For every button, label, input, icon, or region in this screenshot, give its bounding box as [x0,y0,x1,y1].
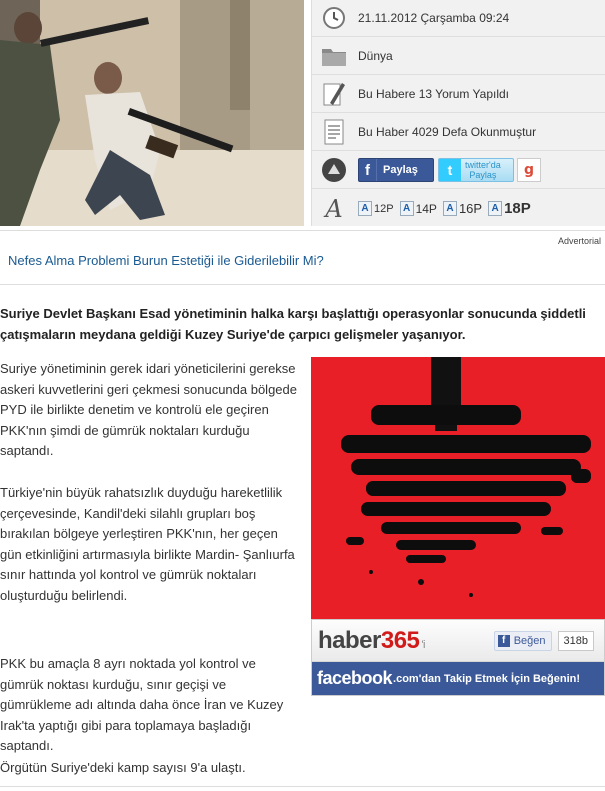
facebook-follow-bar[interactable] [312,662,604,695]
news-category[interactable]: Dünya [358,49,393,63]
advertorial-link[interactable]: Nefes Alma Problemi Burun Estetiği ile Giderilebilir Mi? [8,253,324,268]
news-photo [0,0,304,226]
comments-row [312,76,605,113]
font-size-row [312,190,605,227]
share-row [312,152,605,189]
font-size-12[interactable]: A 12P [358,201,394,216]
reads-row [312,114,605,151]
font-size-14[interactable]: A 14P [400,201,437,216]
document-icon [320,118,348,146]
article-paragraph-1: Suriye yönetiminin gerek idari yöneticilerini gerekse askeri kuvvetlerini geri çekmesi sonucunda bölgede PYD ile birlikte denetim ve kontrolü ele geçiren PKK'nın şimdi de gümrük noktaları kurduğu saptandı. [0,361,297,458]
category-row [312,38,605,75]
article-paragraph-4: Örgütün Suriye'deki kamp sayısı 9'a ulaştı. [0,760,246,775]
divider [0,230,605,231]
facebook-icon: f [359,159,377,181]
news-date: 21.11.2012 Çarşamba 09:24 [358,11,510,25]
twitter-share-button[interactable]: t twitter'da Paylaş [438,158,514,182]
read-count: Bu Haber 4029 Defa Okunmuştur [358,125,537,139]
clock-icon [320,4,348,32]
article-lead: Suriye Devlet Başkanı Esad yönetiminin halka karşı başlattığı operasyonlar sonucunda şiddetli çatışmaların meydana geldiği Kuzey Suriye'de çarpıcı gelişmeler yaşanıyor. [0,306,586,342]
ad-banner[interactable] [311,357,605,619]
divider [0,284,605,285]
font-size-18[interactable]: A 18P [488,200,531,217]
like-button[interactable]: f Beğen [494,631,552,651]
google-share-button[interactable]: g [517,158,541,182]
twitter-icon: t [439,159,461,181]
article-paragraph-2: Türkiye'nin büyük rahatsızlık duyduğu hareketlilik çerçevesinde, Kandil'deki silahlı grupları boş bırakılan bölgeye yerleştiren PKK'nın, her geçen gün etkinliğini artırmasıyla birlikte Mardin- Şanlıurfa sınır hattında yol kontrol ve gümrük noktaları oluşturduğu belirlendi. [0,485,295,603]
facebook-follow-text: .com'dan Takip Etmek İçin Beğenin! [393,672,581,685]
facebook-icon: f [498,635,510,647]
divider [0,786,605,787]
font-size-16[interactable]: A 16P [443,201,482,216]
date-row [312,0,605,37]
font-icon: A [325,194,343,223]
article-paragraph-3: PKK bu amaçla 8 ayrı noktada yol kontrol ve gümrük noktası kurduğu, sınır geçişi ve gümrükleme adı altında daha önce İran ve Kuzey Irak'ta yaptığı gibi para toplamaya başladığı saptandı. [0,656,284,753]
haber365-logo[interactable]: haber365 'i [318,626,425,654]
like-count: 318b [558,631,594,651]
pencil-icon [320,80,348,108]
fb-like-header [312,620,604,662]
share-icon [320,156,348,184]
news-info-panel [311,0,605,226]
facebook-share-button[interactable]: f Paylaş [358,158,434,182]
folder-icon [320,42,348,70]
comment-count[interactable]: Bu Habere 13 Yorum Yapıldı [358,87,509,101]
facebook-like-box [311,619,605,696]
advertorial-label: Advertorial [557,236,601,246]
facebook-logo: facebook [317,668,393,688]
